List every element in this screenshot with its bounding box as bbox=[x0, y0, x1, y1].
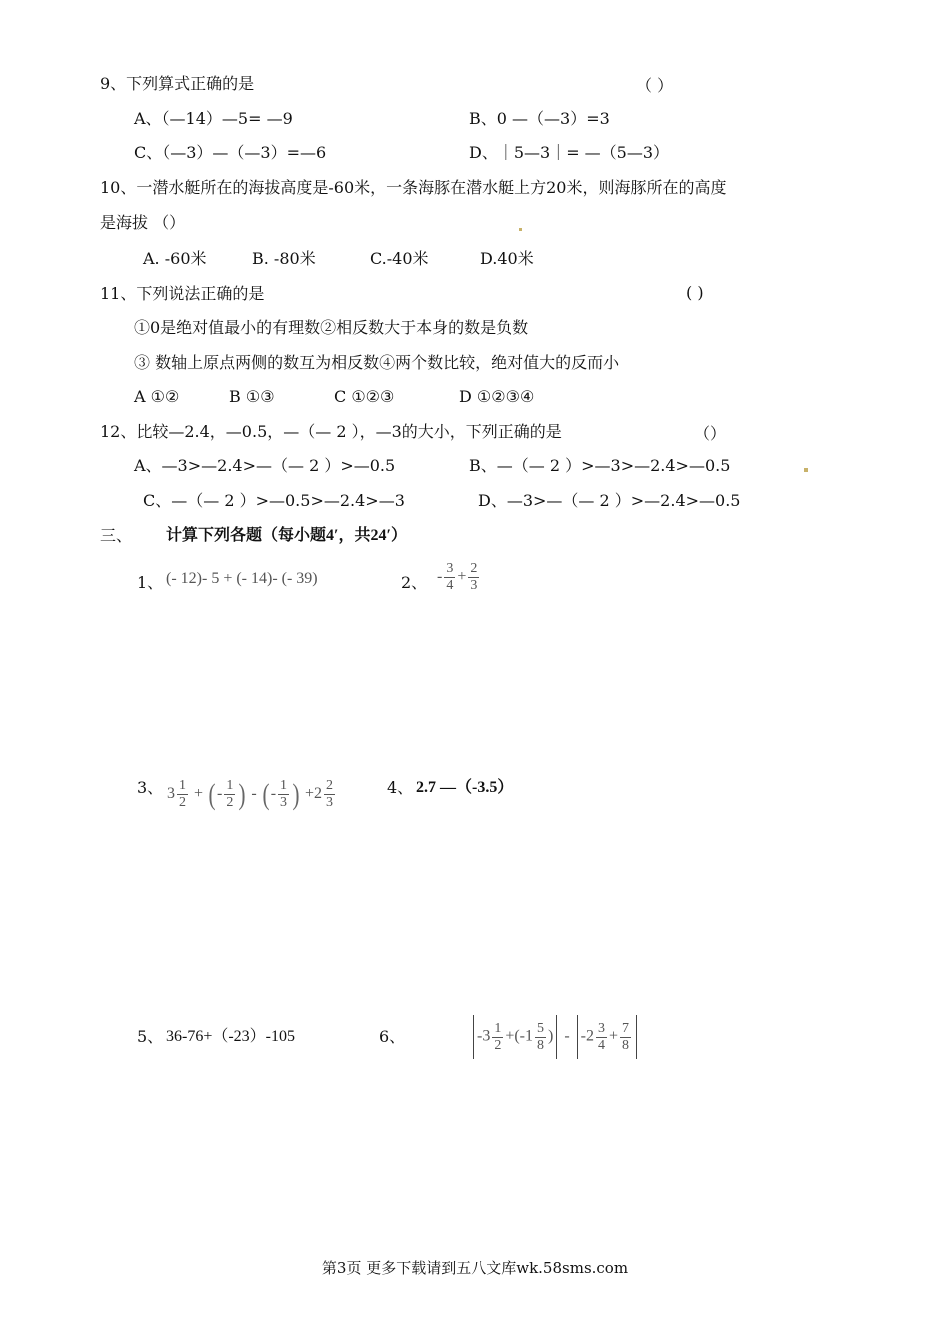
problem-5-expression: 36-76+（-23）-105 bbox=[166, 1028, 296, 1045]
q11-option-d: D ①②③④ bbox=[459, 387, 535, 406]
q9-option-a: A、（—14）—5= —9 bbox=[134, 109, 293, 128]
fraction: $\frac{1}{3}$ bbox=[280, 778, 288, 810]
q10-option-d: D.40米 bbox=[480, 249, 534, 268]
q12-option-b: B、—（— 2 ）>—3>—2.4>—0.5 bbox=[469, 456, 731, 475]
fraction: $\frac{7}{8}$ bbox=[622, 1020, 630, 1053]
problem-5-label: 5、 bbox=[137, 1027, 164, 1046]
problem-3-expression: 3 $\frac{1}{2}$ + (- $\frac{1}{2}$ ) - (- $\frac{1}{3}$ ) +2 $\frac{2}{3}$ bbox=[167, 777, 334, 811]
problem-6-expression: -3 $\frac{1}{2}$ +(-1 $\frac{5}{8}$ ) - -2 $\frac{3}{4}$ + $\frac{7}{8}$ bbox=[470, 1015, 640, 1059]
q12-answer-bracket: （） bbox=[694, 424, 727, 443]
problem-2-label: 2、 bbox=[401, 573, 428, 592]
q9-stem: 9、下列算式正确的是 bbox=[100, 74, 255, 93]
fraction: $\frac{1}{2}$ bbox=[494, 1020, 502, 1053]
q11-statement-2: ③ 数轴上原点两侧的数互为相反数④两个数比较，绝对值大的反而小 bbox=[134, 353, 620, 372]
problem-4-expression: 2.7 —（-3.5） bbox=[416, 779, 514, 796]
q12-option-d: D、—3>—（— 2 ）>—2.4>—0.5 bbox=[478, 491, 741, 510]
page-footer: 第3页 更多下载请到五八文库wk.58sms.com bbox=[321, 1259, 629, 1277]
q10-option-a: A. -60米 bbox=[143, 249, 207, 268]
problem-1-label: 1、 bbox=[137, 573, 164, 592]
speck-mark bbox=[519, 228, 522, 231]
q12-option-c: C、—（— 2 ）>—0.5>—2.4>—3 bbox=[143, 491, 405, 510]
fraction: $\frac{3}{4}$ bbox=[598, 1020, 605, 1053]
q11-option-c: C ①②③ bbox=[334, 387, 395, 406]
fraction: $\frac{2}{3}$ bbox=[470, 561, 478, 593]
q11-stem: 11、下列说法正确的是 bbox=[100, 284, 265, 303]
section-number: 三、 bbox=[100, 526, 133, 545]
problem-1-expression: (- 12)- 5 + (- 14)- (- 39) bbox=[166, 570, 318, 587]
section-title: 计算下列各题（每小题4′，共24′） bbox=[166, 527, 408, 544]
q12-stem: 12、比较—2.4，—0.5，—（— 2 ），—3的大小，下列正确的是 bbox=[100, 422, 562, 441]
fraction: $\frac{1}{2}$ bbox=[179, 778, 186, 810]
q9-answer-bracket: （ ） bbox=[636, 76, 674, 95]
q10-option-c: C.-40米 bbox=[370, 249, 429, 268]
problem-2-expression: - $\frac{3}{4}$ + $\frac{2}{3}$ bbox=[437, 561, 478, 593]
problem-6-label: 6、 bbox=[379, 1027, 406, 1046]
fraction: $\frac{3}{4}$ bbox=[446, 561, 454, 593]
speck-mark bbox=[804, 468, 808, 472]
q9-option-d: D、｜5—3｜= —（5—3） bbox=[469, 143, 670, 162]
problem-4-label: 4、 bbox=[387, 778, 414, 797]
q9-option-b: B、0 —（—3）=3 bbox=[469, 109, 610, 128]
q10-stem-line2: 是海拔 （） bbox=[100, 213, 186, 232]
problem-3-label: 3、 bbox=[137, 778, 164, 797]
q11-answer-bracket: ( ) bbox=[686, 283, 704, 302]
fraction: $\frac{2}{3}$ bbox=[326, 778, 334, 810]
q12-option-a: A、—3>—2.4>—（— 2 ）>—0.5 bbox=[134, 456, 396, 475]
fraction: $\frac{5}{8}$ bbox=[537, 1020, 545, 1053]
fraction: $\frac{1}{2}$ bbox=[226, 778, 234, 810]
q10-option-b: B. -80米 bbox=[252, 249, 316, 268]
q10-stem-line1: 10、一潜水艇所在的海拔高度是-60米，一条海豚在潜水艇上方20米，则海豚所在的高度 bbox=[100, 178, 727, 197]
q11-statement-1: ①0是绝对值最小的有理数②相反数大于本身的数是负数 bbox=[134, 318, 529, 337]
q11-option-b: B ①③ bbox=[229, 387, 275, 406]
q9-option-c: C、（—3）—（—3）=—6 bbox=[134, 143, 327, 162]
q11-option-a: A ①② bbox=[134, 387, 180, 406]
